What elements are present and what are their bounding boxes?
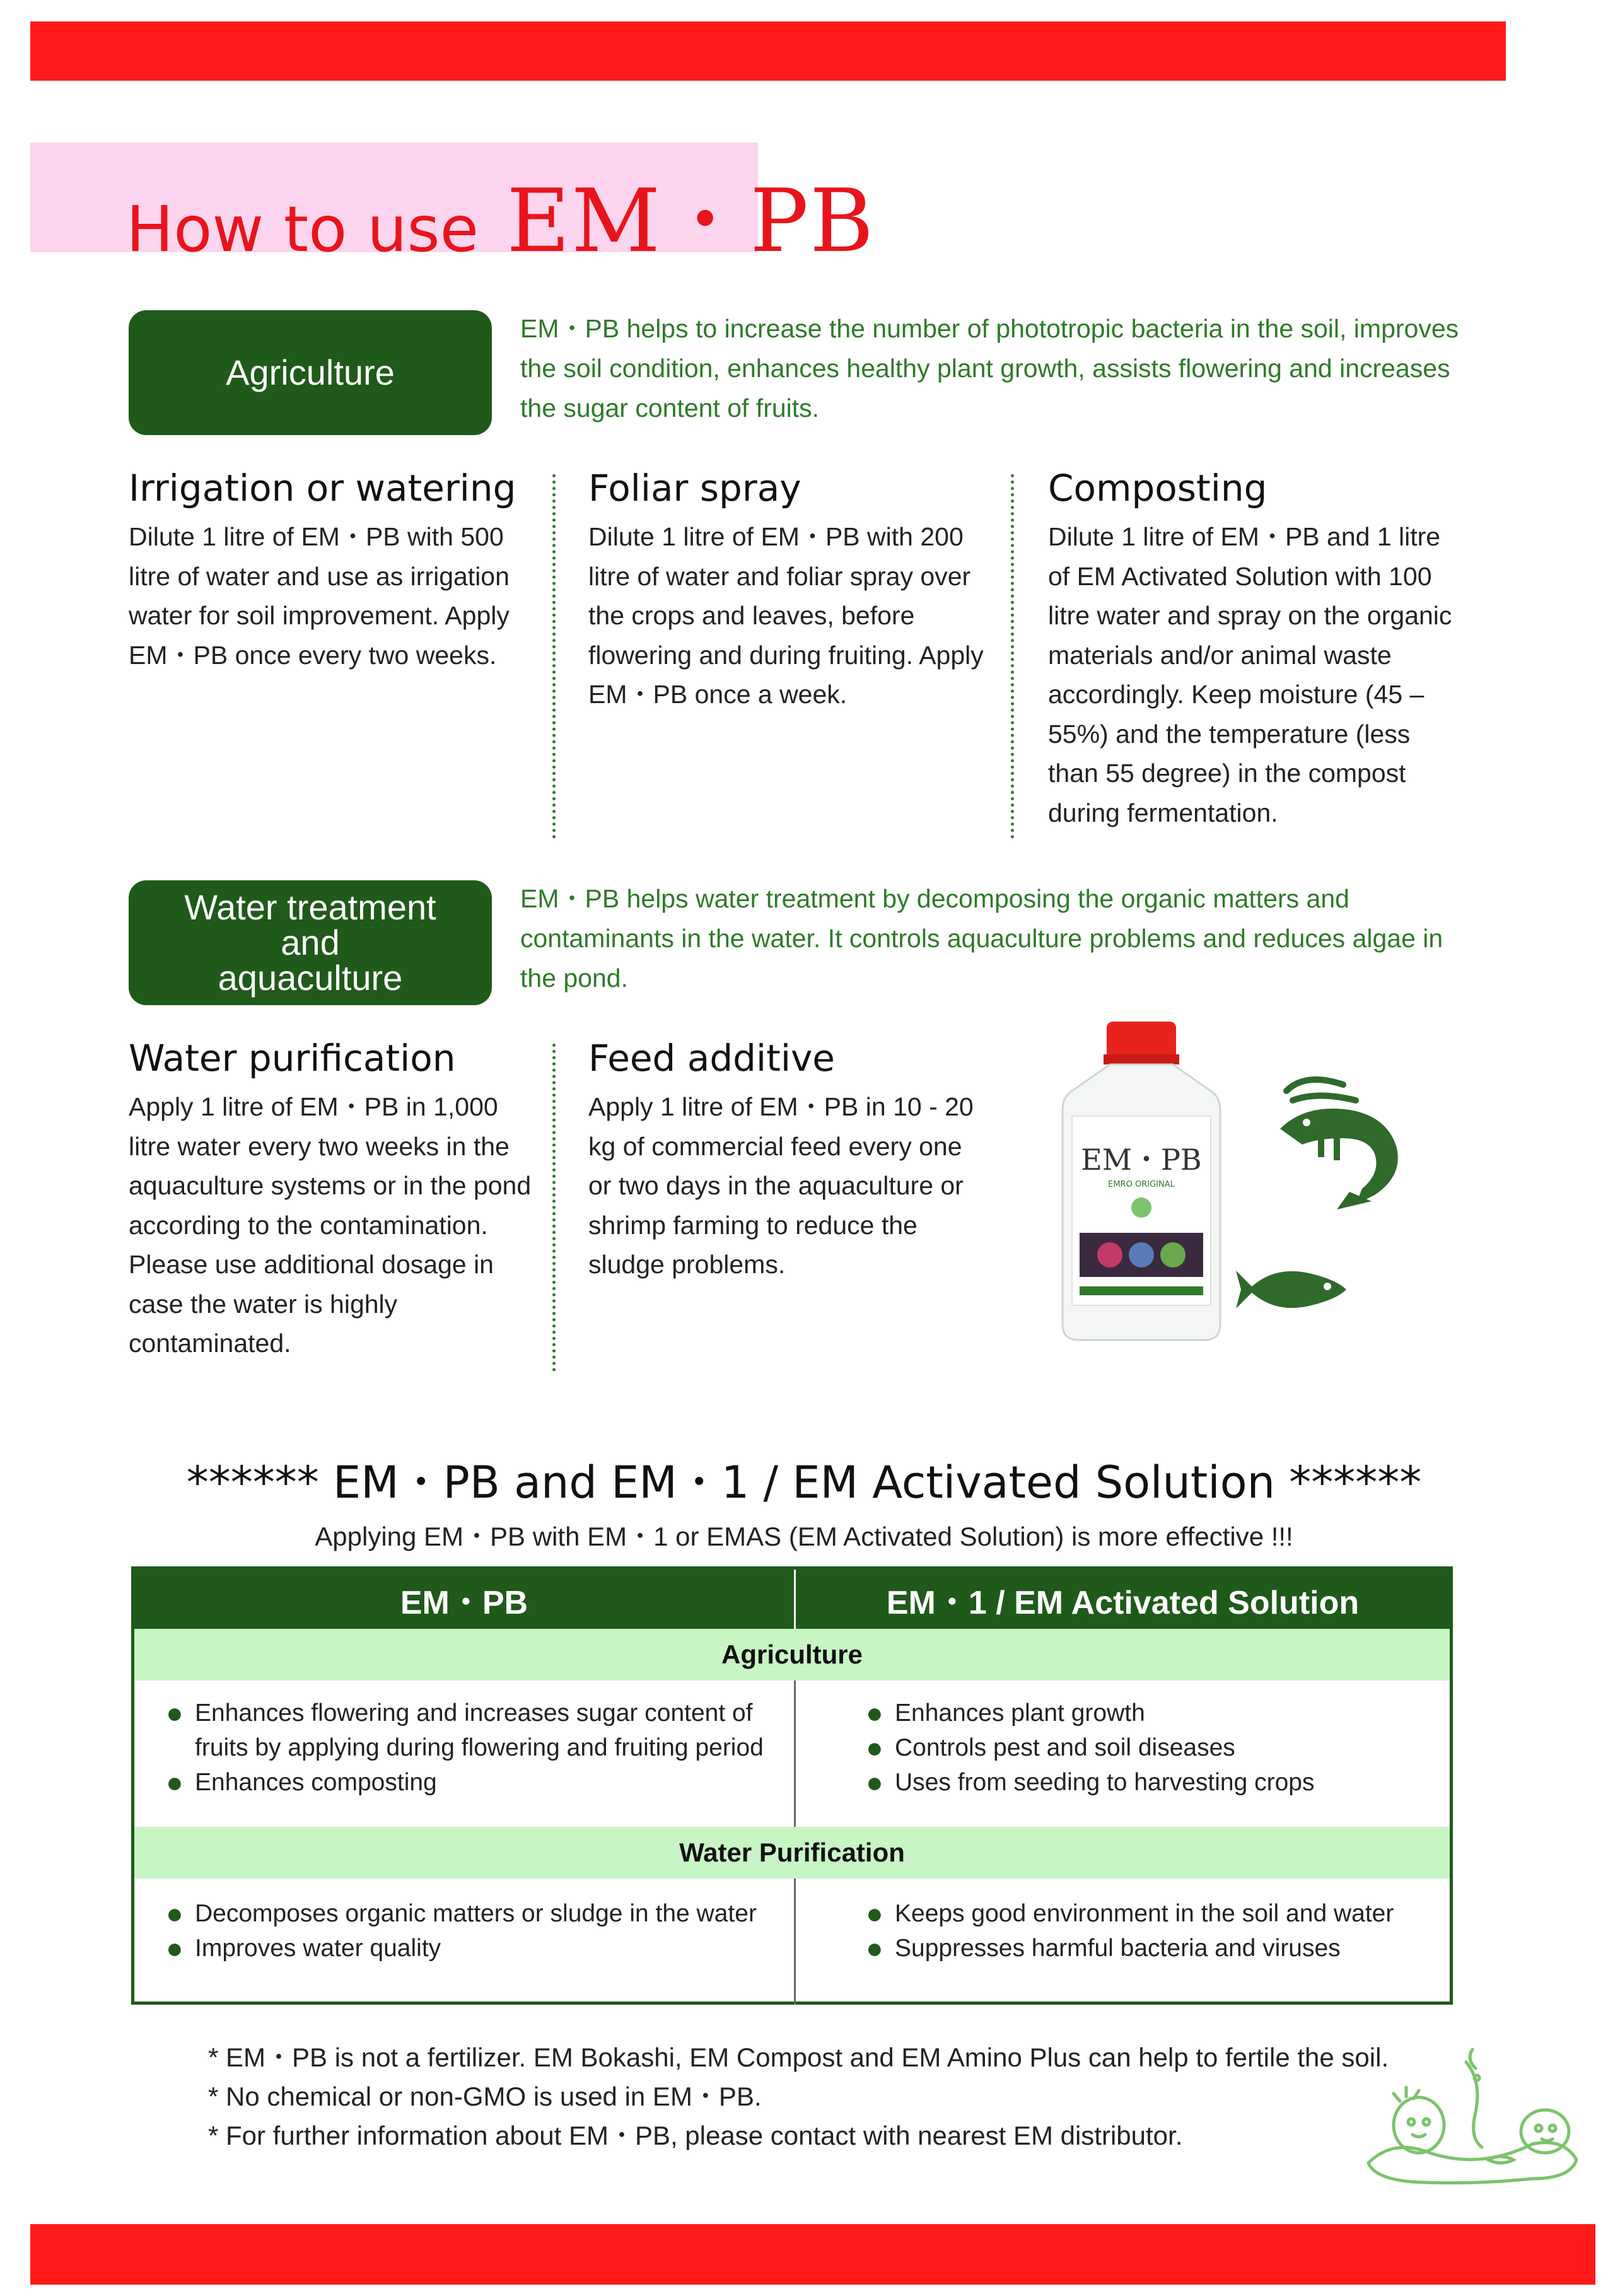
foliar-spray-heading: Foliar spray (588, 467, 801, 510)
bullet-icon: ● (166, 1766, 184, 1798)
agriculture-left-list (166, 1696, 778, 1800)
agriculture-right-list (866, 1696, 1433, 1800)
footnote: * For further information about EM・PB, please contact with nearest EM distributor. (208, 2121, 1183, 2150)
table-header-em-pb: EM・PB (134, 1570, 794, 1629)
composting-body: Dilute 1 litre of EM・PB and 1 litre of EM Activated Solution with 100 litre water and spray on the organic materials and/or animal waste accordingly. Keep moisture (45 – 55%) and the temperature (less than 55 degree) in the compost during fermentation. (1048, 522, 1452, 827)
fish-icon (1236, 1261, 1349, 1318)
title-prefix: How to use (126, 192, 479, 266)
bottle-label: EM・PB (1081, 1143, 1202, 1177)
list-item: ● Improves water quality (166, 1932, 441, 1964)
agriculture-intro: EM・PB helps to increase the number of phototropic bacteria in the soil, improves the soil condition, enhances healthy plant growth, assists flowering and increases the sugar content of fruits. (520, 314, 1459, 422)
cartoon-illustration (1356, 2043, 1595, 2207)
list-item: ● Enhances flowering and increases sugar content of fruits by applying during flowering and fruiting period (166, 1696, 778, 1765)
comparison-table (131, 1566, 1453, 2005)
bullet-icon: ● (866, 1731, 883, 1764)
water-left-list (166, 1896, 778, 1966)
list-item: ● Uses from seeding to harvesting crops (866, 1766, 1315, 1798)
footnote: * No chemical or non-GMO is used in EM・PB. (208, 2082, 762, 2111)
combo-heading: ****** EM・PB and EM・1 / EM Activated Solution ****** (186, 1457, 1422, 1508)
bullet-icon: ● (866, 1932, 883, 1964)
bottle-image (1059, 1022, 1223, 1343)
list-item: ● Keeps good environment in the soil and water (866, 1897, 1394, 1930)
column-divider (552, 474, 556, 839)
bottle-sub: EMRO ORIGINAL (1108, 1180, 1175, 1189)
bullet-icon: ● (866, 1766, 883, 1798)
bullet-icon: ● (866, 1897, 883, 1930)
list-item: ● Decomposes organic matters or sludge in the water (166, 1897, 757, 1930)
table-header-em1: EM・1 / EM Activated Solution (796, 1570, 1450, 1629)
bullet-icon: ● (166, 1696, 184, 1729)
agriculture-pill: Agriculture (129, 310, 492, 435)
list-item: ● Controls pest and soil diseases (866, 1731, 1235, 1764)
list-item: ● Enhances plant growth (866, 1696, 1145, 1729)
feed-additive-body: Apply 1 litre of EM・PB in 10 - 20 kg of commercial feed every one or two days in the aquaculture or shrimp farming to reduce the sludge problems. (588, 1092, 974, 1279)
footnotes (208, 2038, 1389, 2155)
table-divider (794, 1681, 796, 1827)
list-item: ● Suppresses harmful bacteria and viruses (866, 1932, 1341, 1964)
title-product: EM・PB (506, 170, 875, 272)
table-divider (794, 1879, 796, 2005)
footnote: * EM・PB is not a fertilizer. EM Bokashi, EM Compost and EM Amino Plus can help to fertile the soil. (208, 2043, 1389, 2072)
water-right-list (866, 1896, 1433, 1966)
top-red-bar (30, 21, 1506, 81)
water-treatment-intro: EM・PB helps water treatment by decomposing the organic matters and contaminants in the water. It controls aquaculture problems and reduces algae in the pond. (520, 884, 1443, 993)
pill-line: and (281, 923, 340, 962)
feed-additive-heading: Feed additive (588, 1037, 835, 1080)
bullet-icon: ● (166, 1932, 184, 1964)
table-section-agriculture: Agriculture (134, 1629, 1450, 1681)
combo-subheading: Applying EM・PB with EM・1 or EMAS (EM Activated Solution) is more effective !!! (315, 1522, 1293, 1551)
irrigation-body: Dilute 1 litre of EM・PB with 500 litre of water and use as irrigation water for soil improvement. Apply EM・PB once every two weeks. (129, 522, 510, 670)
pill-line: Water treatment (184, 887, 436, 927)
table-header-divider (794, 1576, 796, 1623)
page-title (126, 151, 875, 272)
foliar-spray-body: Dilute 1 litre of EM・PB with 200 litre of water and foliar spray over the crops and leaves, before flowering and during fruiting. Apply EM・PB once a week. (588, 522, 984, 709)
bottom-red-bar (30, 2224, 1595, 2285)
pill-line: aquaculture (218, 958, 403, 998)
column-divider (1011, 474, 1014, 839)
table-section-water-purification: Water Purification (134, 1827, 1450, 1879)
shrimp-icon (1267, 1066, 1419, 1211)
irrigation-heading: Irrigation or watering (129, 467, 516, 510)
water-purification-body: Apply 1 litre of EM・PB in 1,000 litre water every two weeks in the aquaculture systems or in the pond according to the contamination. Please use additional dosage in case the water is highly contaminated. (129, 1092, 532, 1358)
composting-heading: Composting (1048, 467, 1267, 510)
bullet-icon: ● (866, 1696, 883, 1729)
list-item: ● Enhances composting (166, 1766, 437, 1798)
column-divider (552, 1044, 556, 1372)
bullet-icon: ● (166, 1897, 184, 1930)
water-treatment-pill (129, 880, 492, 1005)
water-purification-heading: Water purification (129, 1037, 456, 1080)
